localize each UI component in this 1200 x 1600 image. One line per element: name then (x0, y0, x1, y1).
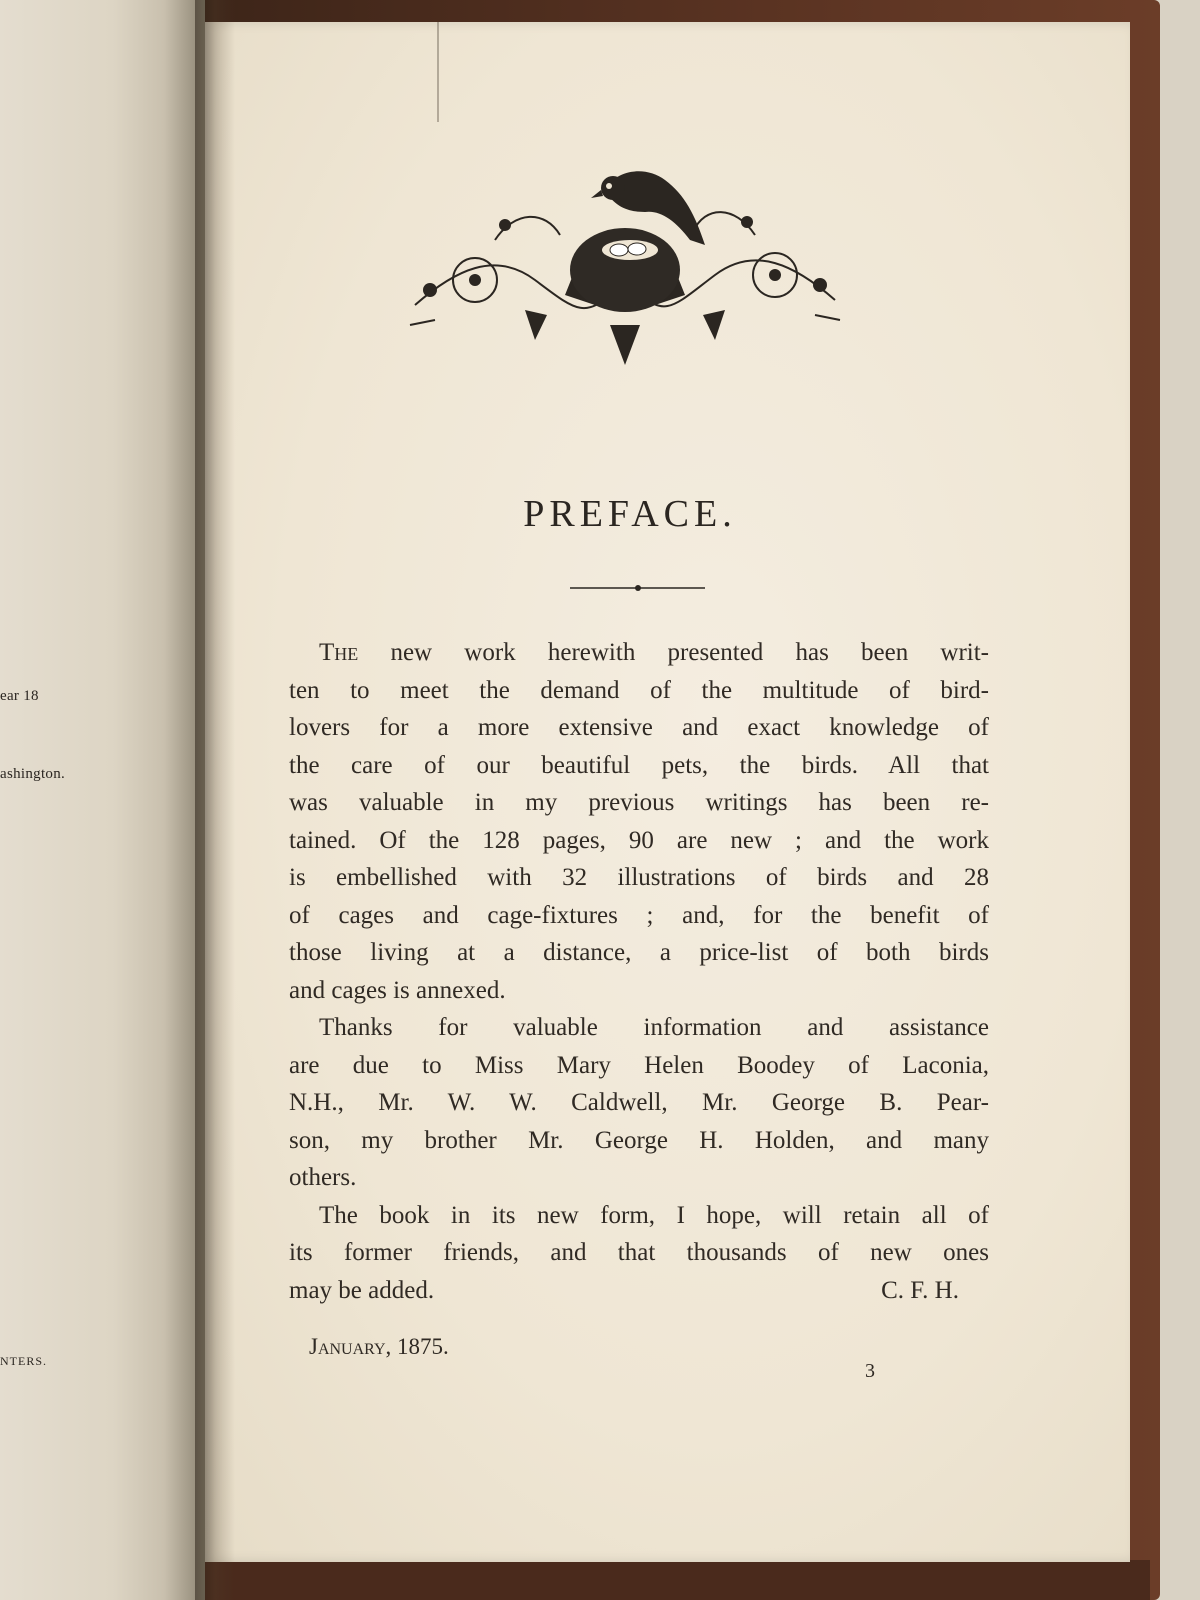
title-divider (570, 582, 705, 594)
paragraph-3-line-1: The book in its new form, I hope, will retain all of (319, 1201, 989, 1229)
paragraph-1-line-10: and cages is annexed. (289, 976, 506, 1004)
left-page-fragment-printers: NTERS. (0, 1354, 48, 1368)
paragraph-1-line-6: tained. Of the 128 pages, 90 are new ; and the work (289, 826, 989, 854)
paragraph-3-line-2: its former friends, and that thousands of new ones (289, 1239, 989, 1266)
paragraph-1-lead-word: The (319, 639, 359, 666)
paragraph-2-line-5: others. (289, 1164, 357, 1191)
book-gutter-shadow (195, 0, 235, 1600)
paragraph-1-line-3: lovers for a more extensive and exact knowledge of (289, 714, 989, 741)
left-page-fragment-washington: ashington. (0, 766, 66, 782)
book-cover-bottom-edge (180, 1560, 1150, 1600)
paragraph-2-line-2: are due to Miss Mary Helen Boodey of Laconia, (289, 1051, 989, 1079)
paragraph-1-line-5: was valuable in my previous writings has been re- (289, 789, 989, 816)
bird-nest-ornament-icon (375, 150, 875, 370)
page-number: 3 (865, 1360, 875, 1382)
paragraph-1-line-1 (289, 634, 989, 672)
paragraph-3 (289, 1197, 989, 1310)
paragraph-3-closing-line (289, 1272, 989, 1310)
preface-date: January, 1875. (309, 1334, 449, 1359)
paragraph-1-line-2: ten to meet the demand of the multitude of bird- (289, 676, 989, 704)
author-initials: C. F. H. (881, 1276, 959, 1304)
paragraph-1-line-1-text: new work herewith presented has been writ- (358, 639, 989, 666)
paragraph-1-line-9: those living at a distance, a price-list of both birds (289, 939, 989, 966)
paragraph-2-line-1: Thanks for valuable information and assistance (319, 1014, 989, 1041)
paragraph-3-line-3: may be added. (289, 1276, 435, 1304)
paragraph-2-line-4: son, my brother Mr. George H. Holden, and many (289, 1126, 989, 1154)
left-page-fragment-year: ear 18 (0, 688, 39, 704)
paragraph-1-line-8: of cages and cage-fixtures ; and, for the benefit of (289, 901, 989, 929)
paragraph-1 (289, 634, 989, 1009)
paragraph-1-line-4: the care of our beautiful pets, the birds. All that (289, 751, 989, 779)
paragraph-2 (289, 1009, 989, 1197)
paragraph-1-line-7: is embellished with 32 illustrations of birds and 28 (289, 864, 989, 891)
paragraph-2-line-3: N.H., Mr. W. W. Caldwell, Mr. George B. Pear- (289, 1089, 989, 1116)
right-page (205, 22, 1130, 1562)
page-title: PREFACE. (523, 493, 737, 535)
preface-body (289, 634, 989, 1309)
page-crease (437, 22, 439, 122)
left-page (0, 0, 205, 1600)
